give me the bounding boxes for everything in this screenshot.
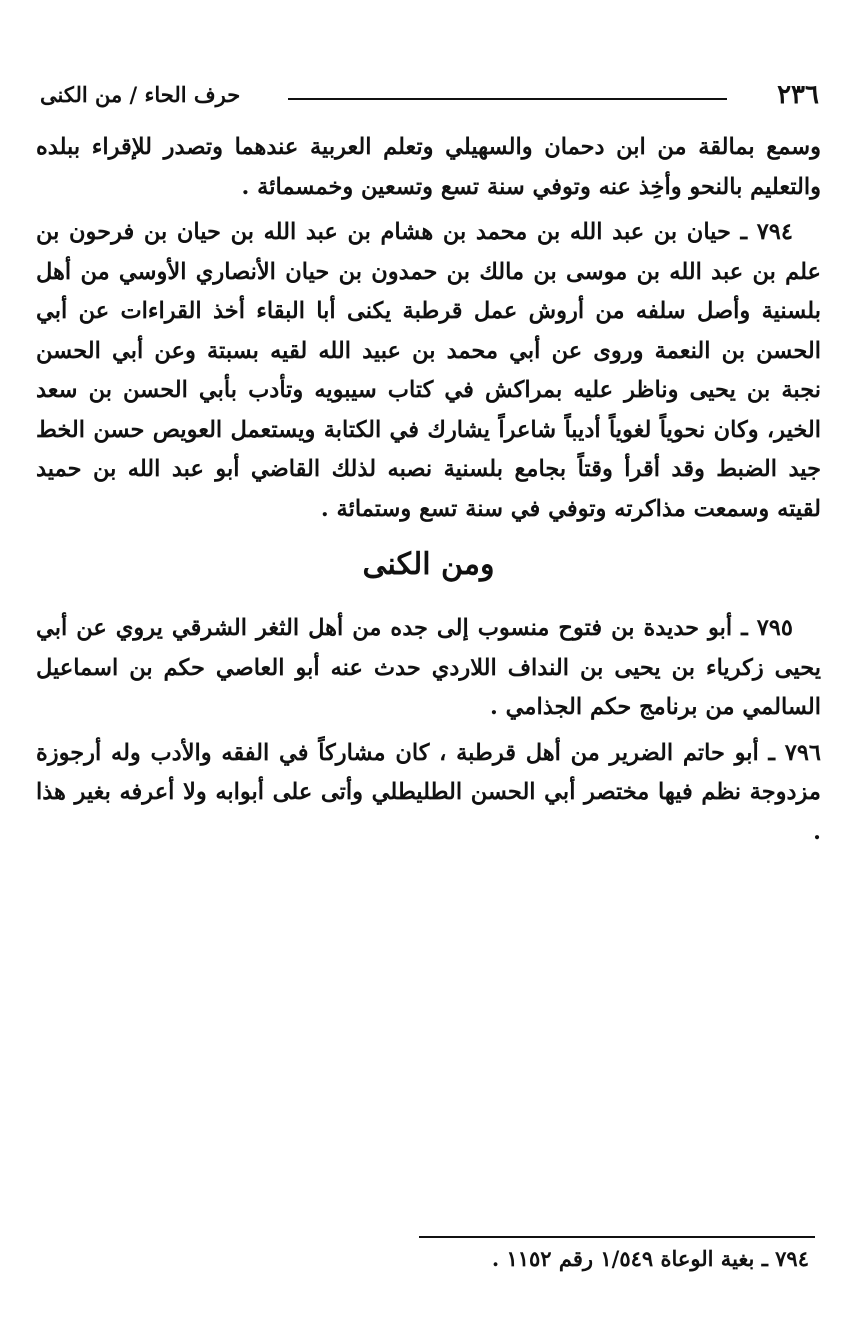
page-number: ٢٣٦ xyxy=(777,80,819,110)
running-title: حرف الحاء / من الكنى xyxy=(40,82,241,107)
section-heading: ومن الكنى xyxy=(362,547,495,582)
continuation-paragraph: وسمع بمالقة من ابن دحمان والسهيلي وتعلم العربية عندهما وتصدر للإقراء ببلده والتعليم بالنحو وأخِذ عنه وتوفي سنة تسع وتسعين وخمسمائة . xyxy=(36,134,821,200)
entry-number: ٧٩٤ xyxy=(756,219,793,245)
header-rule xyxy=(288,98,727,100)
footnote-rule xyxy=(419,1236,815,1238)
entry-text: ـ حيان بن عبد الله بن محمد بن هشام بن عبد الله بن حيان بن فرحون بن علم بن عبد الله بن موسى بن مالك بن حمدون بن حيان الأنصاري الأوسي من أهل بلسنية وأصل سلفه من أروش عمل قرطبة يكنى أبا البقاء أخذ القراءات عن أبي الحسن بن النعمة وروى عن أبي محمد بن عبيد الله لقيه بسبتة وعن أبي الحسن نجبة بن يحيى وناظر عليه بمراكش في كتاب سيبويه وتأدب بأبي الحسن بن سعد الخير، وكان نحوياً لغوياً أديباً شاعراً يشارك في الكتابة ويستعمل العويص حسن الخط جيد الضبط وقد أقرأ وقتاً بجامع بلسنية نصبه لذلك القاضي أبو عبد الله بن حميد لقيته وسمعت مذاكرته وتوفي في سنة تسع وستمائة . xyxy=(36,219,821,522)
entry-text: ـ أبو حاتم الضرير من أهل قرطبة ، كان مشاركاً في الفقه والأدب وله أرجوزة مزدوجة نظم فيها مختصر أبي الحسن الطليطلي وأتى على أبوابه ولا أعرفه بغير هذا . xyxy=(36,739,821,845)
entry-794 xyxy=(36,213,821,529)
entry-795 xyxy=(36,609,821,728)
page-body xyxy=(36,128,821,858)
page-header xyxy=(40,76,819,116)
footnote: ٧٩٤ ـ بغية الوعاة ١/٥٤٩ رقم ١١٥٢ . xyxy=(491,1246,809,1271)
entry-text: ـ أبو حديدة بن فتوح منسوب إلى جده من أهل الثغر الشرقي يروي عن أبي يحيى زكرياء بن يحيى بن النداف اللاردي حدث عنه أبو العاصي حكم بن اسماعيل السالمي من برنامج حكم الجذامي . xyxy=(36,615,821,720)
entry-796 xyxy=(36,734,821,853)
entry-number: ٧٩٦ xyxy=(784,739,821,766)
entry-number: ٧٩٥ xyxy=(756,615,793,641)
